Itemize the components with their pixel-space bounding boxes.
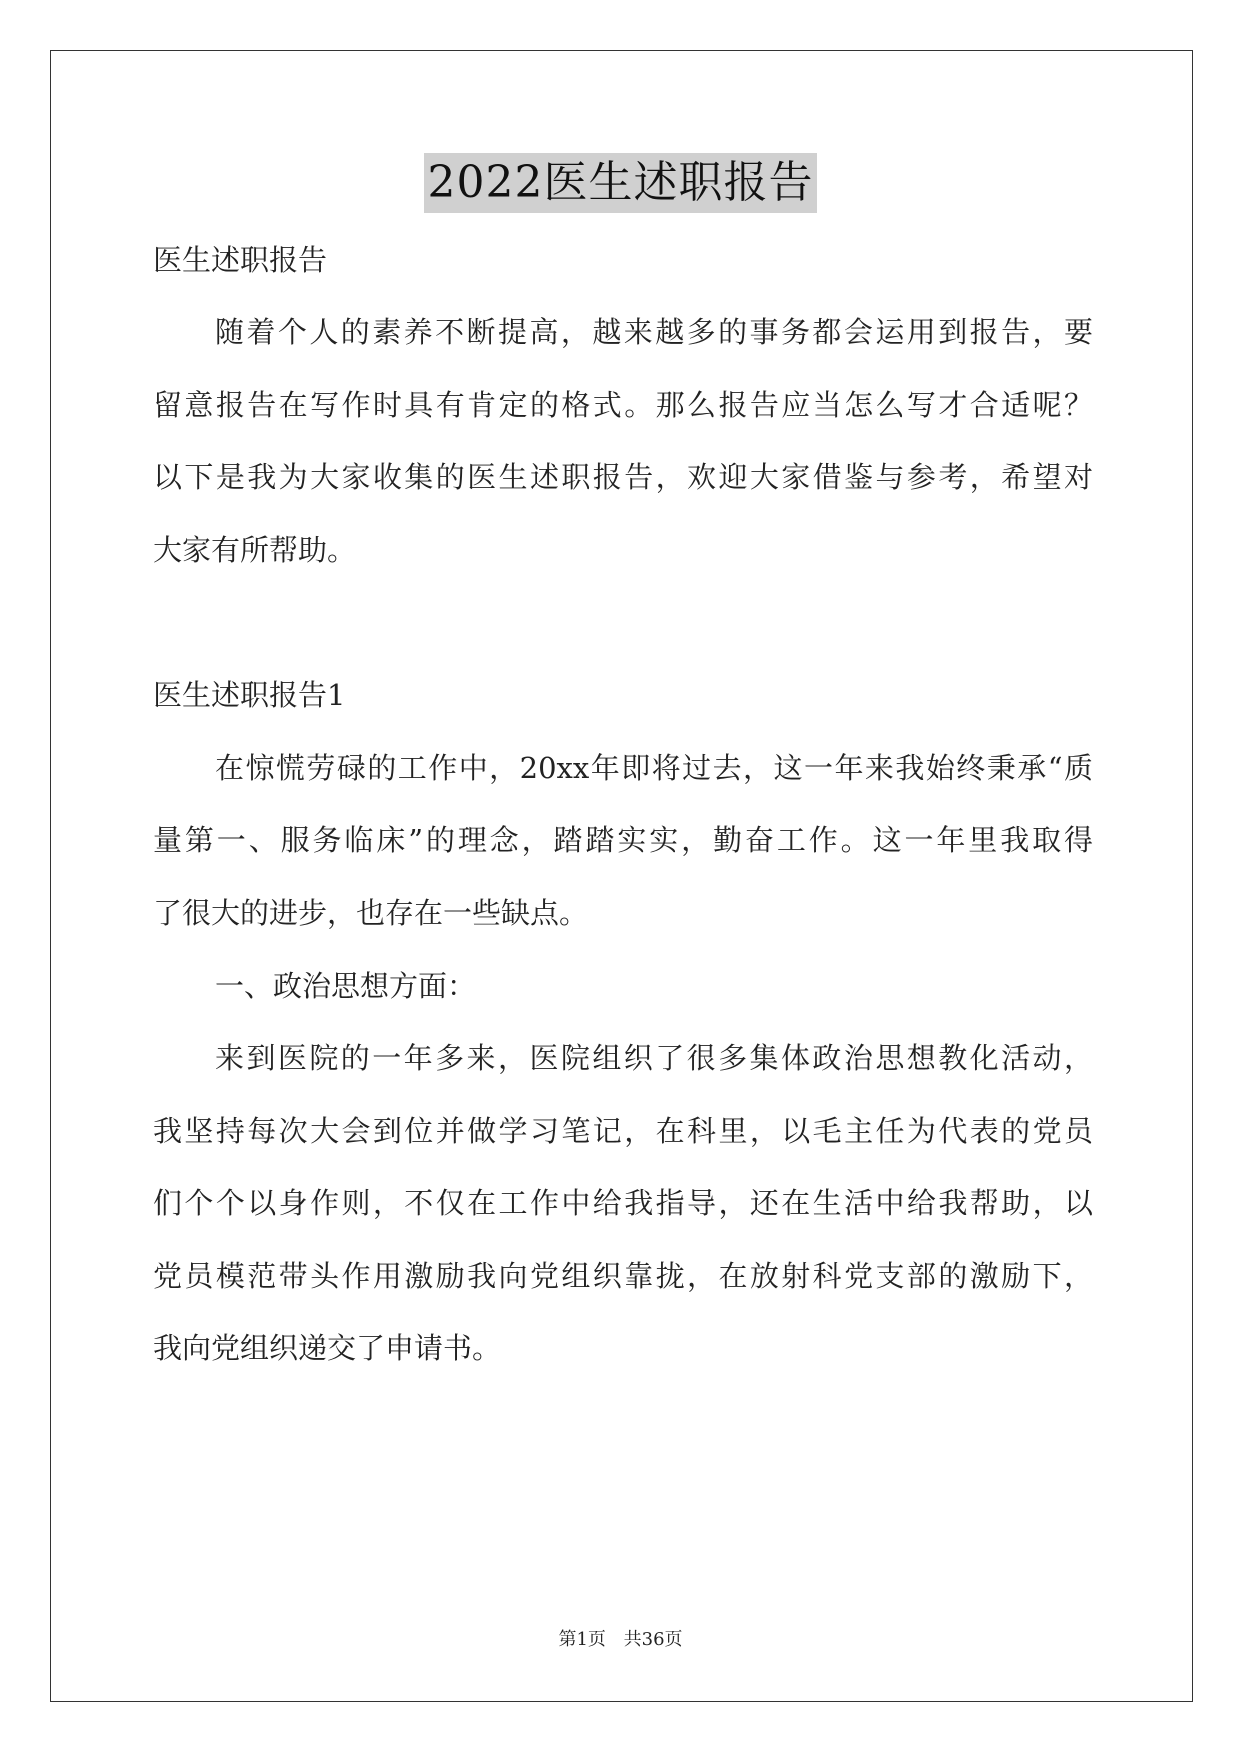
paragraph-line: 在惊慌劳碌的工作中，20xx年即将过去，这一年来我始终秉承“质 bbox=[215, 751, 1093, 785]
paragraph-line: 了很大的进步，也存在一些缺点。 bbox=[153, 896, 589, 930]
section-heading: 医生述职报告 bbox=[153, 243, 328, 277]
paragraph-line: 我坚持每次大会到位并做学习笔记，在科里，以毛主任为代表的党员 bbox=[153, 1114, 1093, 1148]
page-number: 第1页 bbox=[558, 1629, 606, 1650]
paragraph-line: 留意报告在写作时具有肯定的格式。那么报告应当怎么写才合适呢？ bbox=[153, 388, 1093, 422]
paragraph-line: 来到医院的一年多来，医院组织了很多集体政治思想教化活动， bbox=[215, 1041, 1093, 1075]
paragraph-line: 们个个以身作则，不仅在工作中给我指导，还在生活中给我帮助，以 bbox=[153, 1186, 1093, 1220]
title-container bbox=[0, 153, 1241, 213]
page-border bbox=[50, 50, 1193, 1702]
section-heading: 医生述职报告1 bbox=[153, 678, 346, 712]
paragraph-line: 党员模范带头作用激励我向党组织靠拢，在放射科党支部的激励下， bbox=[153, 1259, 1093, 1293]
page-footer bbox=[0, 1628, 1241, 1652]
paragraph-line: 以下是我为大家收集的医生述职报告，欢迎大家借鉴与参考，希望对 bbox=[153, 460, 1093, 494]
page-total: 共36页 bbox=[623, 1629, 683, 1650]
paragraph-line: 随着个人的素养不断提高，越来越多的事务都会运用到报告，要 bbox=[215, 315, 1093, 349]
subsection-heading: 一、政治思想方面： bbox=[215, 969, 477, 1003]
paragraph-line: 我向党组织递交了申请书。 bbox=[153, 1331, 502, 1365]
paragraph-line: 大家有所帮助。 bbox=[153, 533, 357, 567]
document-title: 2022医生述职报告 bbox=[424, 153, 818, 213]
paragraph-line: 量第一、服务临床”的理念，踏踏实实，勤奋工作。这一年里我取得 bbox=[153, 823, 1093, 857]
